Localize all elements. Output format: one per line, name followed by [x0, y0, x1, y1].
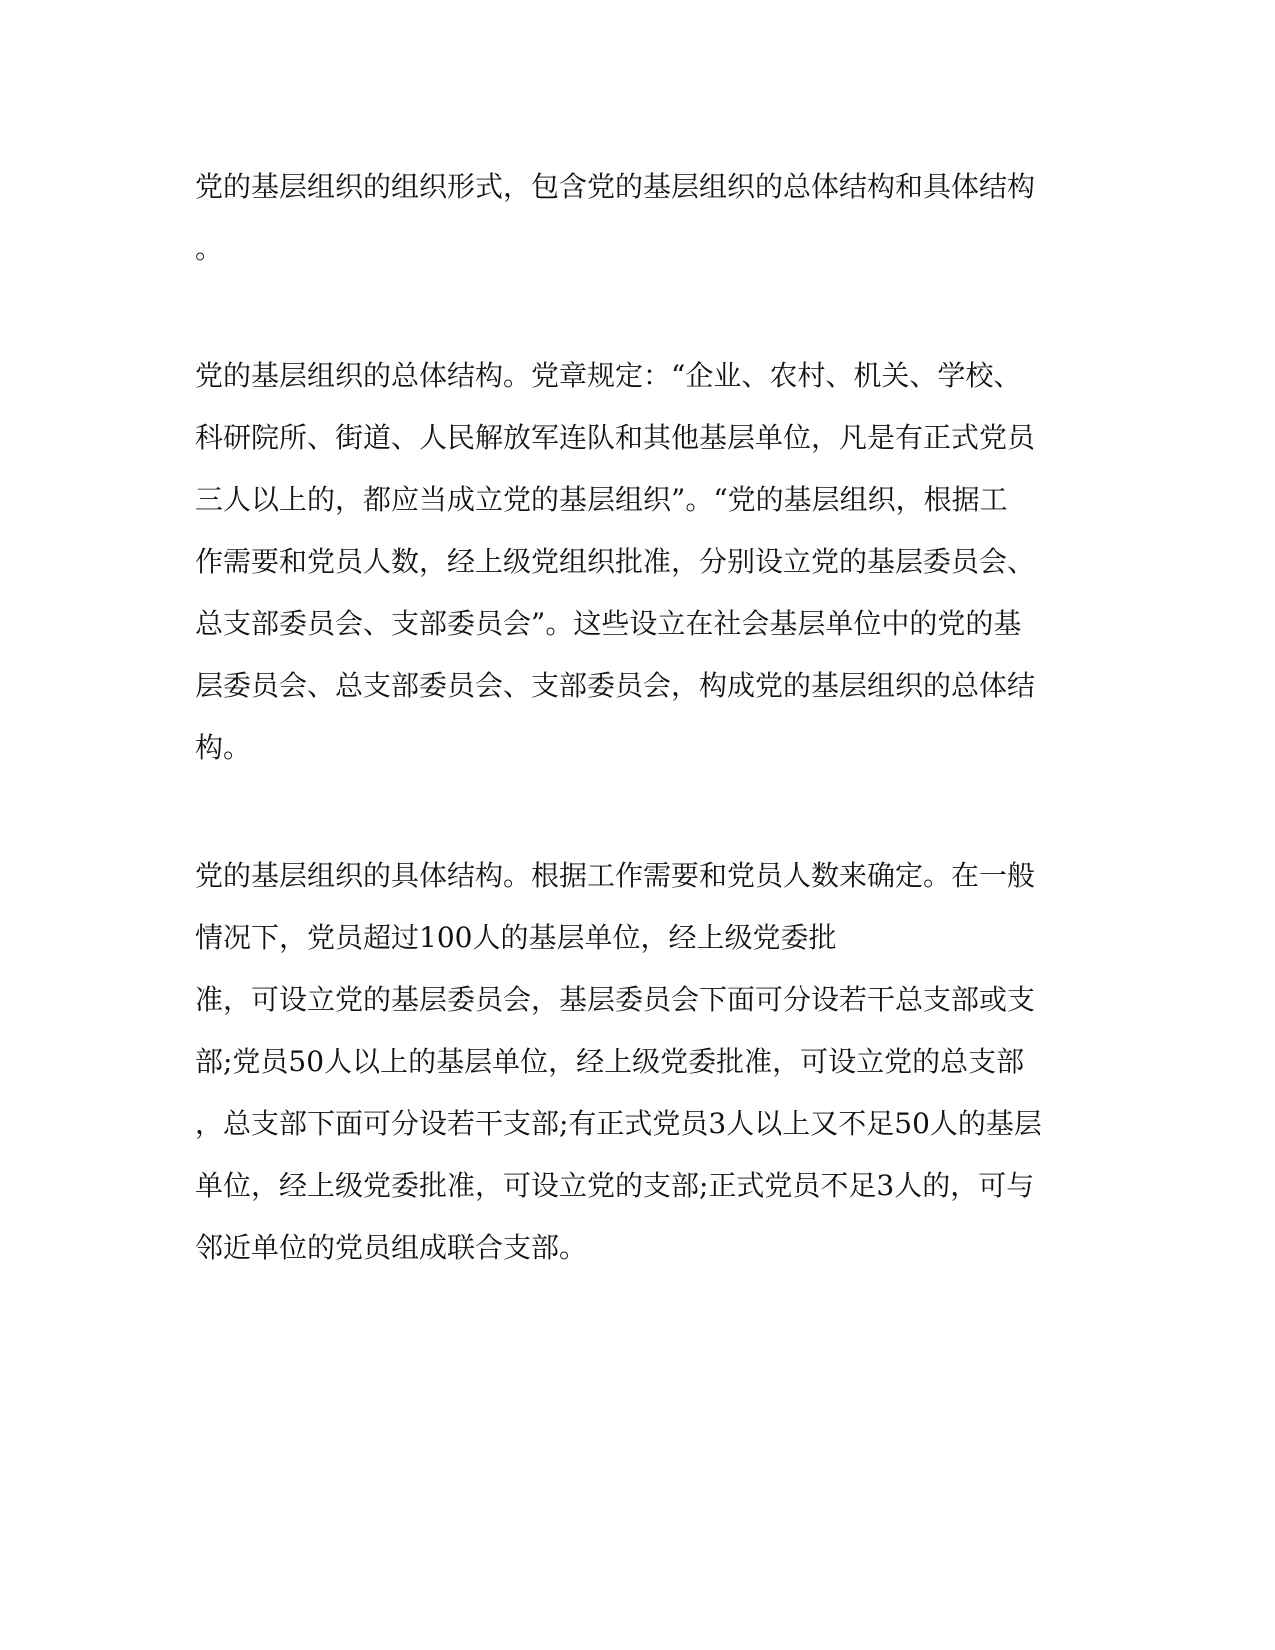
paragraph-3-line-5: ，总支部下面可分设若干支部;有正式党员3人以上又不足50人的基层: [195, 1107, 1042, 1140]
paragraph-2-line-3: 三人以上的，都应当成立党的基层组织”。“党的基层组织，根据工: [195, 483, 1008, 516]
paragraph-3-line-2: 情况下，党员超过100人的基层单位，经上级党委批: [195, 921, 837, 954]
paragraph-3-line-1: 党的基层组织的具体结构。根据工作需要和党员人数来确定。在一般: [195, 859, 1036, 892]
paragraph-2-line-5: 总支部委员会、支部委员会”。这些设立在社会基层单位中的党的基: [195, 607, 1022, 640]
paragraph-2-line-2: 科研院所、街道、人民解放军连队和其他基层单位，凡是有正式党员: [195, 421, 1036, 454]
paragraph-2-line-7: 构。: [195, 731, 252, 764]
paragraph-3-line-6: 单位，经上级党委批准，可设立党的支部;正式党员不足3人的，可与: [195, 1169, 1035, 1202]
paragraph-3-line-4: 部;党员50人以上的基层单位，经上级党委批准，可设立党的总支部: [195, 1045, 1025, 1078]
paragraph-1-line-2: 。: [195, 232, 224, 265]
paragraph-2-line-4: 作需要和党员人数，经上级党组织批准，分别设立党的基层委员会、: [195, 545, 1036, 578]
paragraph-2-line-1: 党的基层组织的总体结构。党章规定：“企业、农村、机关、学校、: [195, 359, 1022, 392]
paragraph-3-line-3: 准，可设立党的基层委员会，基层委员会下面可分设若干总支部或支: [195, 983, 1036, 1016]
paragraph-3-line-7: 邻近单位的党员组成联合支部。: [195, 1231, 588, 1264]
paragraph-1-line-1: 党的基层组织的组织形式，包含党的基层组织的总体结构和具体结构: [195, 170, 1036, 203]
paragraph-2-line-6: 层委员会、总支部委员会、支部委员会，构成党的基层组织的总体结: [195, 669, 1036, 702]
